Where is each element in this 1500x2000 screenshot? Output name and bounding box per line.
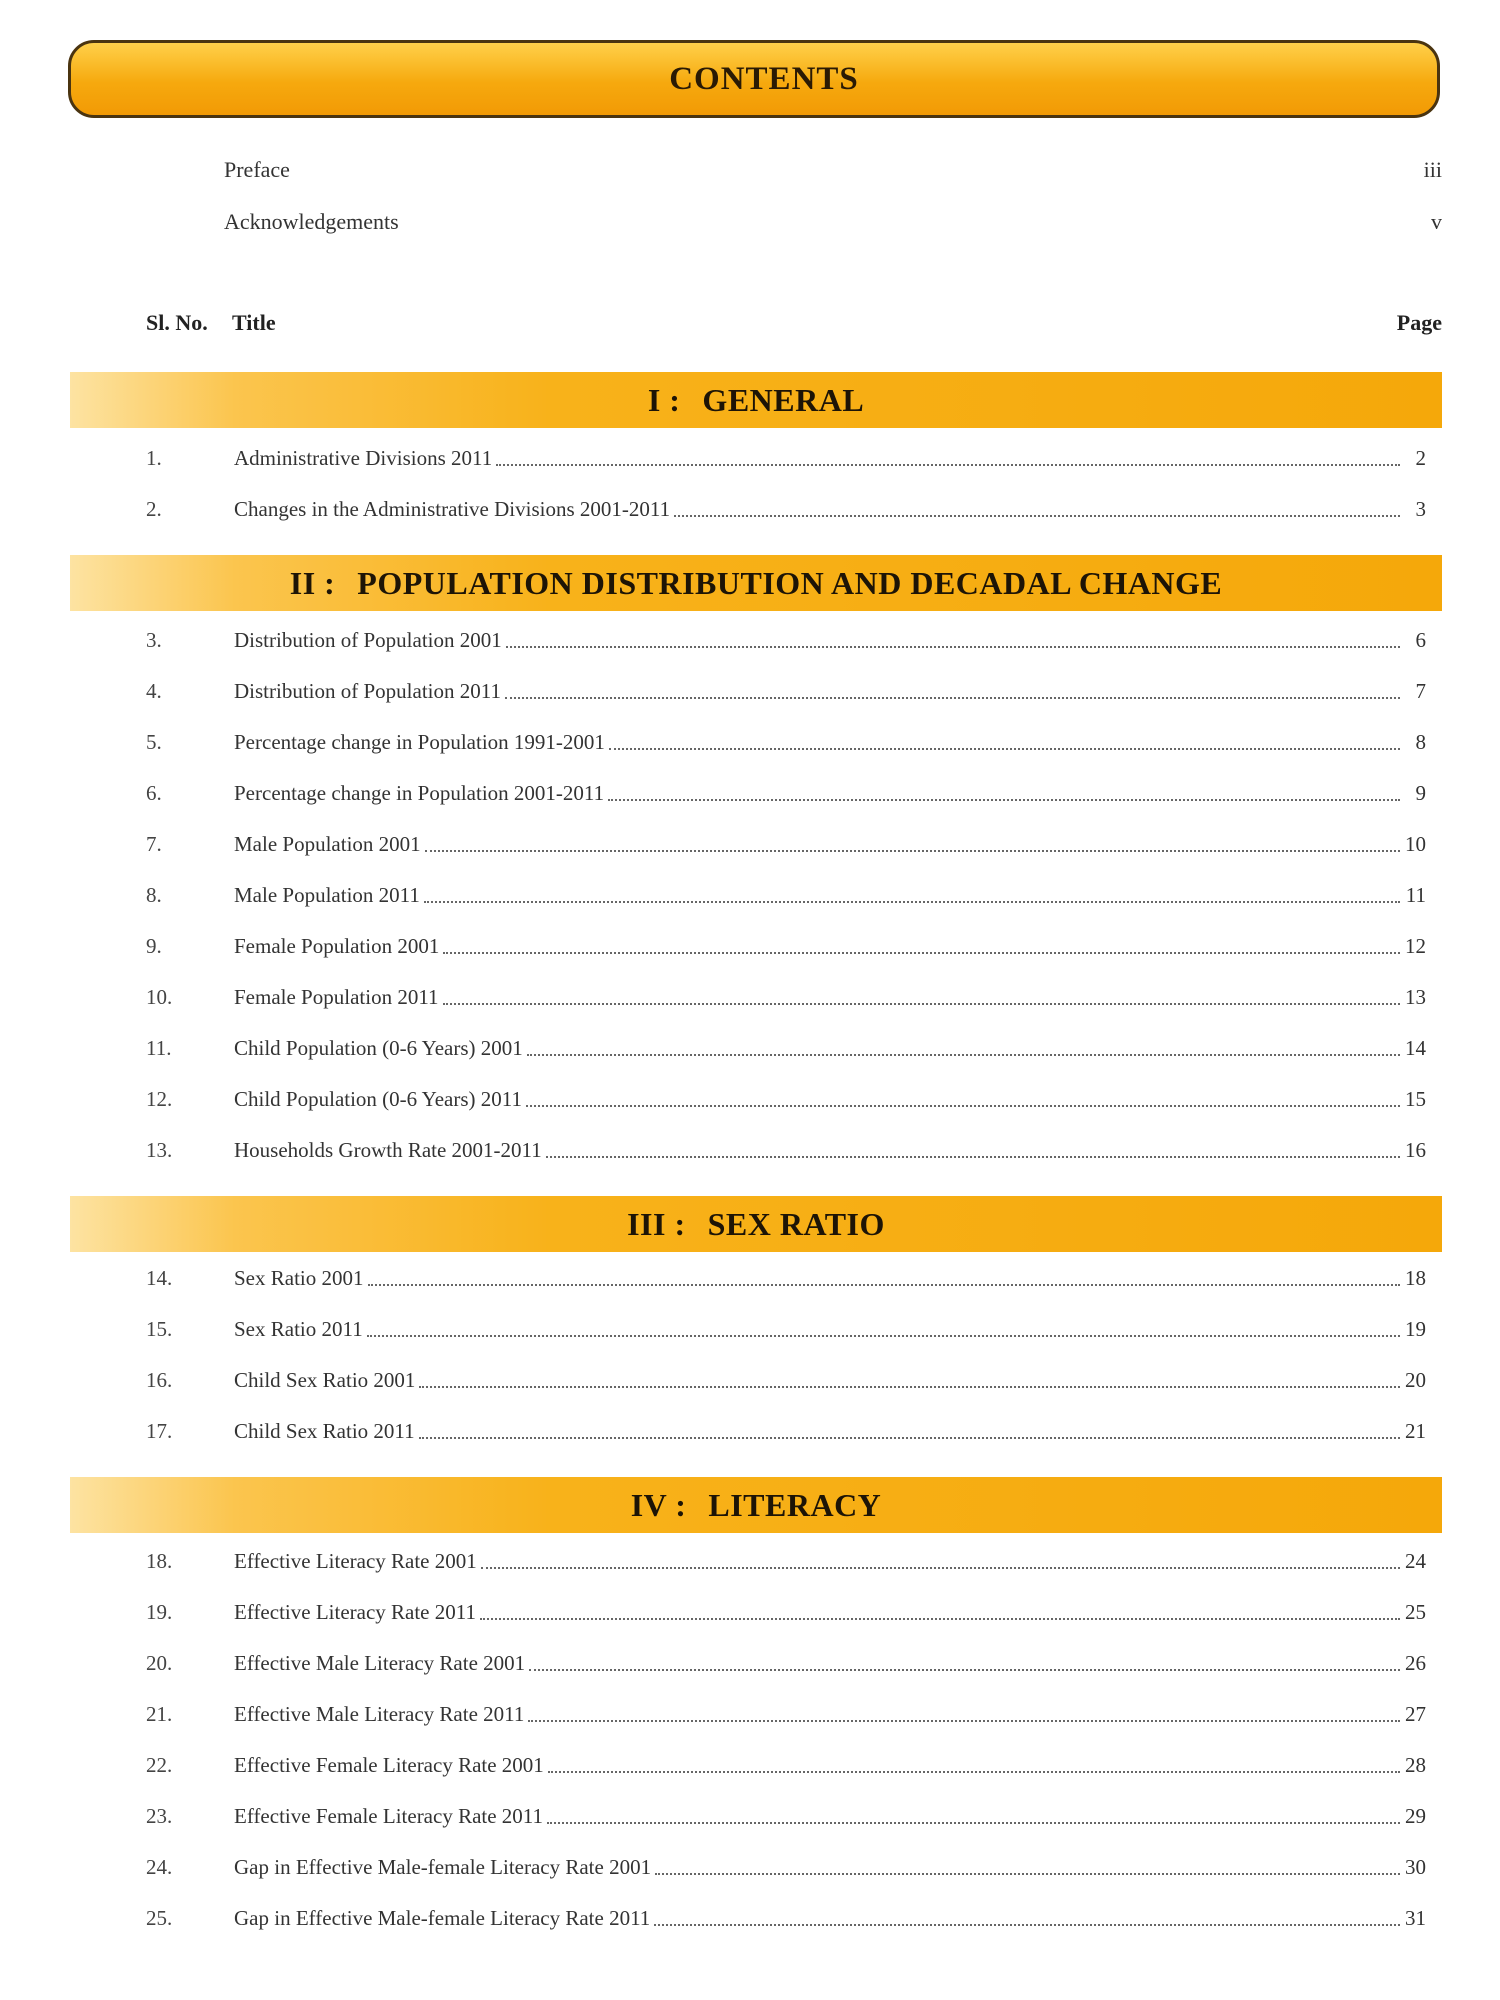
entry-title: Child Population (0-6 Years) 2011 xyxy=(234,1087,522,1111)
toc-entry[interactable] xyxy=(146,1125,1426,1176)
section-roman: I : xyxy=(647,381,681,418)
entry-number: 17. xyxy=(146,1419,173,1443)
dot-leader xyxy=(547,1822,1400,1824)
front-matter-row[interactable] xyxy=(224,202,1442,242)
toc-entry[interactable] xyxy=(146,1638,1426,1689)
front-matter-title: Preface xyxy=(224,157,290,182)
dot-leader xyxy=(419,1437,1400,1439)
entry-page: 25 xyxy=(1405,1600,1426,1624)
toc-entry[interactable] xyxy=(146,717,1426,768)
section-name: POPULATION DISTRIBUTION AND DECADAL CHANGE xyxy=(357,564,1223,601)
entry-number: 25. xyxy=(146,1906,173,1930)
toc-entry[interactable] xyxy=(146,870,1426,921)
dot-leader xyxy=(419,1386,1400,1388)
section-roman: IV : xyxy=(630,1486,687,1523)
section-band-population xyxy=(70,555,1442,611)
entry-number: 19. xyxy=(146,1600,173,1624)
dot-leader xyxy=(424,901,1400,903)
dot-leader xyxy=(367,1335,1400,1337)
front-matter-row[interactable] xyxy=(224,150,1442,190)
section-band-sex-ratio xyxy=(70,1196,1442,1252)
entry-page: 11 xyxy=(1405,883,1426,907)
toc-entry[interactable] xyxy=(146,1406,1426,1457)
section-band-general xyxy=(70,372,1442,428)
entry-title: Female Population 2001 xyxy=(234,934,440,958)
entry-page: 28 xyxy=(1405,1753,1426,1777)
contents-header-banner xyxy=(68,40,1440,118)
entry-number: 4. xyxy=(146,679,162,703)
entry-page: 12 xyxy=(1405,934,1426,958)
toc-entry[interactable] xyxy=(146,768,1426,819)
toc-list-population xyxy=(146,615,1426,1176)
entry-number: 9. xyxy=(146,934,162,958)
dot-leader xyxy=(609,748,1400,750)
entry-page: 7 xyxy=(1415,679,1426,703)
entry-page: 29 xyxy=(1405,1804,1426,1828)
dot-leader xyxy=(425,850,1400,852)
sl-no-header: Sl. No. xyxy=(146,310,208,335)
toc-list-literacy xyxy=(146,1536,1426,1944)
entry-title: Changes in the Administrative Divisions 2001-2011 xyxy=(234,497,671,521)
entry-page: 14 xyxy=(1405,1036,1426,1060)
section-roman: II : xyxy=(289,564,336,601)
toc-entry[interactable] xyxy=(146,921,1426,972)
toc-entry[interactable] xyxy=(146,1304,1426,1355)
section-name: LITERACY xyxy=(708,1486,882,1523)
dot-leader xyxy=(654,1924,1400,1926)
entry-number: 16. xyxy=(146,1368,173,1392)
toc-entry[interactable] xyxy=(146,1893,1426,1944)
contents-title: CONTENTS xyxy=(669,60,859,97)
entry-page: 6 xyxy=(1415,628,1426,652)
entry-number: 3. xyxy=(146,628,162,652)
dot-leader xyxy=(368,1284,1401,1286)
toc-entry[interactable] xyxy=(146,1023,1426,1074)
entry-page: 15 xyxy=(1405,1087,1426,1111)
entry-page: 31 xyxy=(1405,1906,1426,1930)
column-headers xyxy=(146,305,1442,341)
entry-page: 10 xyxy=(1405,832,1426,856)
entry-page: 3 xyxy=(1415,497,1426,521)
entry-number: 18. xyxy=(146,1549,173,1573)
entry-number: 12. xyxy=(146,1087,173,1111)
entry-title: Sex Ratio 2011 xyxy=(234,1317,363,1341)
dot-leader xyxy=(546,1156,1400,1158)
toc-list-sex-ratio xyxy=(146,1253,1426,1457)
toc-entry[interactable] xyxy=(146,1253,1426,1304)
entry-title: Child Sex Ratio 2001 xyxy=(234,1368,416,1392)
toc-entry[interactable] xyxy=(146,1842,1426,1893)
section-roman: III : xyxy=(627,1205,686,1242)
toc-entry[interactable] xyxy=(146,1587,1426,1638)
entry-title: Effective Male Literacy Rate 2001 xyxy=(234,1651,526,1675)
dot-leader xyxy=(481,1567,1400,1569)
dot-leader xyxy=(529,1669,1400,1671)
page-header: Page xyxy=(1396,310,1442,335)
title-header: Title xyxy=(232,310,276,335)
entry-number: 24. xyxy=(146,1855,173,1879)
entry-page: 2 xyxy=(1415,446,1426,470)
entry-number: 21. xyxy=(146,1702,173,1726)
dot-leader xyxy=(443,1003,1400,1005)
dot-leader xyxy=(674,515,1400,517)
entry-title: Percentage change in Population 1991-2001 xyxy=(234,730,605,754)
section-name: GENERAL xyxy=(702,381,865,418)
toc-entry[interactable] xyxy=(146,615,1426,666)
entry-page: 13 xyxy=(1405,985,1426,1009)
toc-entry[interactable] xyxy=(146,666,1426,717)
dot-leader xyxy=(496,464,1400,466)
entry-number: 13. xyxy=(146,1138,173,1162)
entry-title: Female Population 2011 xyxy=(234,985,439,1009)
entry-title: Sex Ratio 2001 xyxy=(234,1266,364,1290)
entry-title: Male Population 2011 xyxy=(234,883,420,907)
entry-number: 2. xyxy=(146,497,162,521)
entry-number: 7. xyxy=(146,832,162,856)
entry-title: Effective Literacy Rate 2001 xyxy=(234,1549,477,1573)
dot-leader xyxy=(506,646,1400,648)
entry-title: Child Population (0-6 Years) 2001 xyxy=(234,1036,523,1060)
toc-entry[interactable] xyxy=(146,972,1426,1023)
entry-page: 18 xyxy=(1405,1266,1426,1290)
entry-page: 8 xyxy=(1415,730,1426,754)
entry-title: Administrative Divisions 2011 xyxy=(234,446,493,470)
entry-page: 21 xyxy=(1405,1419,1426,1443)
entry-page: 27 xyxy=(1405,1702,1426,1726)
entry-page: 16 xyxy=(1405,1138,1426,1162)
toc-entry[interactable] xyxy=(146,1074,1426,1125)
toc-entry[interactable] xyxy=(146,1536,1426,1587)
toc-entry[interactable] xyxy=(146,484,1426,535)
dot-leader xyxy=(608,799,1400,801)
entry-page: 9 xyxy=(1415,781,1426,805)
entry-title: Gap in Effective Male-female Literacy Rate 2011 xyxy=(234,1906,651,1930)
entry-page: 20 xyxy=(1405,1368,1426,1392)
dot-leader xyxy=(505,697,1400,699)
toc-entry[interactable] xyxy=(146,1791,1426,1842)
dot-leader xyxy=(526,1105,1400,1107)
dot-leader xyxy=(528,1720,1400,1722)
entry-title: Households Growth Rate 2001-2011 xyxy=(234,1138,542,1162)
entry-page: 24 xyxy=(1405,1549,1426,1573)
entry-title: Distribution of Population 2001 xyxy=(234,628,502,652)
entry-title: Child Sex Ratio 2011 xyxy=(234,1419,415,1443)
dot-leader xyxy=(655,1873,1400,1875)
entry-number: 6. xyxy=(146,781,162,805)
dot-leader xyxy=(527,1054,1400,1056)
entry-title: Effective Female Literacy Rate 2001 xyxy=(234,1753,544,1777)
entry-number: 11. xyxy=(146,1036,172,1060)
entry-number: 23. xyxy=(146,1804,173,1828)
entry-title: Percentage change in Population 2001-2011 xyxy=(234,781,605,805)
entry-number: 22. xyxy=(146,1753,173,1777)
entry-title: Effective Male Literacy Rate 2011 xyxy=(234,1702,525,1726)
front-matter-title: Acknowledgements xyxy=(224,209,399,234)
section-name: SEX RATIO xyxy=(707,1205,885,1242)
entry-title: Gap in Effective Male-female Literacy Rate 2001 xyxy=(234,1855,652,1879)
dot-leader xyxy=(480,1618,1400,1620)
entry-number: 20. xyxy=(146,1651,173,1675)
entry-page: 26 xyxy=(1405,1651,1426,1675)
front-matter-page: v xyxy=(1431,209,1442,234)
toc-entry[interactable] xyxy=(146,819,1426,870)
toc-entry[interactable] xyxy=(146,433,1426,484)
section-band-literacy xyxy=(70,1477,1442,1533)
entry-page: 30 xyxy=(1405,1855,1426,1879)
dot-leader xyxy=(443,952,1400,954)
entry-page: 19 xyxy=(1405,1317,1426,1341)
dot-leader xyxy=(548,1771,1400,1773)
entry-number: 14. xyxy=(146,1266,173,1290)
entry-title: Effective Female Literacy Rate 2011 xyxy=(234,1804,544,1828)
toc-entry[interactable] xyxy=(146,1355,1426,1406)
entry-number: 10. xyxy=(146,985,173,1009)
entry-title: Distribution of Population 2011 xyxy=(234,679,501,703)
toc-entry[interactable] xyxy=(146,1740,1426,1791)
entry-number: 1. xyxy=(146,446,162,470)
front-matter-page: iii xyxy=(1423,157,1442,182)
toc-list-general xyxy=(146,433,1426,535)
entry-number: 5. xyxy=(146,730,162,754)
entry-number: 15. xyxy=(146,1317,173,1341)
entry-title: Male Population 2001 xyxy=(234,832,421,856)
toc-entry[interactable] xyxy=(146,1689,1426,1740)
entry-title: Effective Literacy Rate 2011 xyxy=(234,1600,476,1624)
entry-number: 8. xyxy=(146,883,162,907)
